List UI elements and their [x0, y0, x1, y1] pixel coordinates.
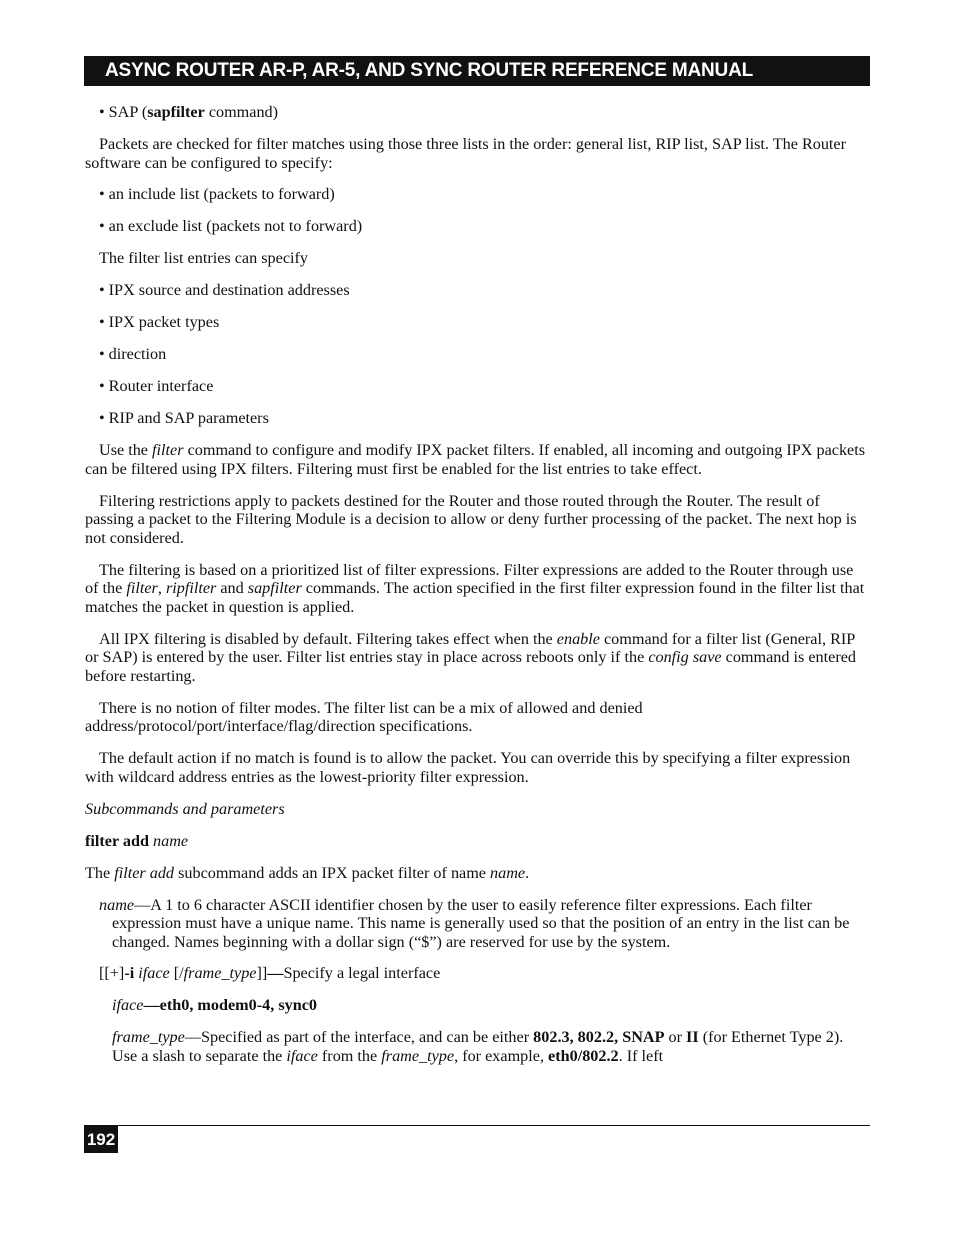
text: commands. The action specified in the first filter expression found in the filter list that matches the packet in question is applied. [85, 579, 865, 616]
example-value: eth0/802.2 [548, 1046, 619, 1065]
paragraph-filter-modes: There is no notion of filter modes. The filter list can be a mix of allowed and denied address/protocol/port/interface/flag/direction specifications. [85, 698, 643, 735]
command-name: filter add [114, 863, 175, 882]
paragraph-disabled-default [85, 630, 868, 686]
text: command is entered before restarting. [85, 648, 856, 685]
param-frame-type [85, 1028, 868, 1065]
text: The [85, 863, 115, 882]
parameter-name: iface [138, 964, 170, 982]
param-name-description [85, 896, 868, 952]
frame-types: 802.3, 802.2, SNAP [533, 1028, 665, 1046]
bullet-text: RIP and SAP parameters [108, 409, 269, 427]
text: ]] [256, 964, 268, 982]
bullet-router-interface [85, 377, 868, 396]
bullet-text: IPX packet types [108, 313, 220, 331]
command-name: sapfilter [147, 103, 205, 121]
text: command) [204, 103, 279, 121]
bullet-text: an include list (packets to forward) [108, 185, 335, 203]
param-iface-values [85, 996, 868, 1015]
bullet-sap [85, 103, 868, 122]
text: and [216, 579, 248, 597]
page-number: 192 [84, 1126, 118, 1153]
parameter-values: —eth0, modem0-4, sync0 [143, 996, 318, 1014]
footer-rule [84, 1125, 870, 1126]
text: (for Ethernet Type 2). Use a slash to separate the [112, 1028, 844, 1065]
text: Specify a legal interface [283, 964, 441, 982]
parameter-name: frame_type [112, 1028, 185, 1046]
bullet-direction [85, 345, 868, 364]
command-name: enable [556, 629, 600, 648]
bullet-include [85, 185, 868, 204]
parameter-name: name [490, 863, 526, 882]
command-name: ripfilter [165, 579, 217, 597]
text: —Specified as part of the interface, and can be either [184, 1028, 534, 1046]
bullet-text: an exclude list (packets not to forward) [108, 217, 363, 235]
bullet-dot: • [99, 313, 105, 331]
paragraph-filter-command [85, 441, 868, 478]
text: from the [317, 1046, 382, 1065]
text: [/ [169, 964, 184, 982]
parameter-name: name [99, 895, 135, 914]
param-iface-syntax [85, 964, 868, 983]
page-body [85, 103, 868, 1079]
parameter-name: frame_type [381, 1046, 455, 1065]
text: —A 1 to 6 character ASCII identifier chosen by the user to easily reference filter expressions. Each filter expression must have a unique name. This name is generally used so that the position of an entry in the list can be changed. Names beginning with a dollar sign (“$”) are reserved for use by the system. [112, 895, 850, 951]
parameter-name: name [153, 831, 189, 850]
subheading-subcommands [85, 800, 868, 819]
bullet-text: IPX source and destination addresses [108, 281, 350, 299]
text: SAP ( [108, 103, 148, 121]
manual-header [84, 56, 870, 86]
text: command for a filter list (General, RIP or SAP) is entered by the user. Filter list entries stay in place across reboots only if the [85, 629, 855, 666]
paragraph-entries-specify: The filter list entries can specify [99, 249, 309, 267]
bullet-dot: • [99, 345, 105, 363]
text: . If left [618, 1046, 664, 1065]
text: The filtering is based on a prioritized list of filter expressions. Filter expressions are added to the Router through use of the [85, 560, 854, 597]
text: subcommand adds an IPX packet filter of name [174, 863, 491, 882]
paragraph-restrictions: Filtering restrictions apply to packets destined for the Router and those routed through the Router. The result of passing a packet to the Filtering Module is a decision to allow or deny further processing of the packet. The next hop is not considered. [85, 491, 857, 547]
subheading-text: Subcommands and parameters [85, 799, 285, 818]
text: — [267, 964, 284, 982]
bullet-text: Router interface [108, 377, 214, 395]
bullet-rip-sap [85, 409, 868, 428]
bullet-text: direction [108, 345, 167, 363]
text: . [525, 863, 530, 882]
paragraph-filter-add [85, 864, 868, 883]
bullet-ipx-addresses [85, 281, 868, 300]
command-name: filter add [85, 831, 149, 850]
bullet-dot: • [99, 281, 105, 299]
text: or [664, 1028, 687, 1046]
command-name: filter [126, 579, 158, 597]
bullet-dot: • [99, 377, 105, 395]
parameter-name: frame_type [183, 964, 257, 982]
option-flag: -i [124, 964, 135, 982]
bullet-exclude [85, 217, 868, 236]
bullet-dot: • [99, 409, 105, 427]
paragraph-default-action: The default action if no match is found is to allow the packet. You can override this by specifying a filter expression with wildcard address entries as the lowest-priority filter expression. [85, 749, 851, 786]
text: All IPX filtering is disabled by default. Filtering takes effect when the [99, 629, 557, 648]
parameter-name: iface [286, 1046, 318, 1065]
bullet-dot: • [99, 185, 105, 203]
command-name: config save [648, 648, 722, 666]
command-filter-add [85, 832, 868, 851]
text: , for example, [454, 1046, 549, 1065]
command-name: filter [152, 441, 184, 459]
paragraph-prioritized [85, 561, 868, 617]
text: Use the [99, 441, 153, 459]
command-name: sapfilter [247, 579, 302, 597]
text: , [157, 579, 166, 597]
manual-title: ASYNC ROUTER AR-P, AR-5, AND SYNC ROUTER REFERENCE MANUAL [105, 60, 754, 81]
frame-types: II [686, 1028, 699, 1046]
bullet-ipx-types [85, 313, 868, 332]
paragraph-filter-lists: Packets are checked for filter matches using those three lists in the order: general list, RIP list, SAP list. The Router software can be configured to specify: [85, 135, 847, 172]
text: command to configure and modify IPX packet filters. If enabled, all incoming and outgoing IPX packets can be filtered using IPX filters. Filtering must first be enabled for the list entries to take effect. [85, 441, 866, 478]
bullet-dot: • [99, 217, 105, 235]
text: [[+] [99, 964, 125, 982]
bullet-dot: • [99, 103, 105, 121]
parameter-name: iface [112, 996, 144, 1014]
